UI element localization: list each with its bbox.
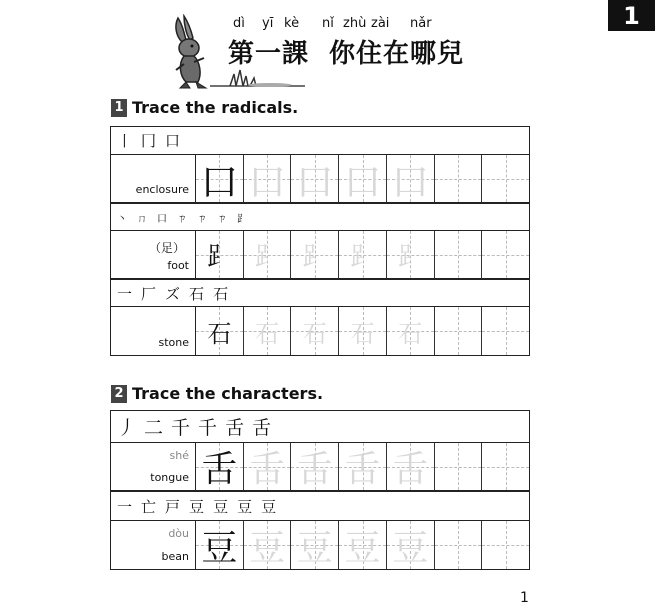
- trace-cell: 舌: [291, 443, 339, 490]
- meaning-label: bean: [161, 550, 189, 563]
- stroke-step: 口: [157, 213, 167, 225]
- label-cell: [111, 521, 196, 569]
- trace-cell: 豆: [244, 521, 292, 569]
- model-character-cell: ⻊: [196, 231, 244, 278]
- section-1-heading: [111, 98, 298, 117]
- meaning-label: stone: [158, 336, 189, 349]
- stroke-order-row: [111, 411, 529, 443]
- trace-cell: 口: [291, 155, 339, 202]
- stroke-order-row: [111, 279, 529, 307]
- model-character-cell: 舌: [196, 443, 244, 490]
- trace-cell: ⻊: [244, 231, 292, 278]
- trace-cell: 豆: [291, 521, 339, 569]
- stroke-step: 丿: [117, 417, 137, 439]
- practice-row: [111, 521, 529, 569]
- trace-cell: 石: [244, 307, 292, 355]
- stroke-step: 石: [213, 284, 229, 303]
- trace-cell: ⻊: [387, 231, 435, 278]
- trace-cell: 口: [339, 155, 387, 202]
- empty-practice-cell: [435, 307, 483, 355]
- section-2-heading: [111, 384, 323, 403]
- stroke-step: 豆: [237, 497, 253, 516]
- stroke-step: 舌: [252, 417, 272, 439]
- empty-practice-cell: [482, 155, 529, 202]
- label-cell: [111, 443, 196, 490]
- stroke-step: 戸: [165, 497, 181, 516]
- empty-practice-cell: [435, 155, 483, 202]
- trace-cell: 舌: [339, 443, 387, 490]
- chapter-badge: 1: [608, 0, 655, 31]
- stroke-step: 厂: [141, 284, 157, 303]
- stroke-order-row: [111, 203, 529, 231]
- section-number: 1: [111, 99, 127, 117]
- pinyin-syllable: dì: [233, 16, 245, 31]
- meaning-label: enclosure: [135, 183, 189, 196]
- stroke-step: 一: [117, 284, 133, 303]
- lesson-number-title: 第一課: [228, 39, 310, 69]
- trace-cell: 石: [387, 307, 435, 355]
- lesson-name-title: 你住在哪兒: [329, 39, 465, 69]
- stroke-step: ズ: [165, 284, 181, 303]
- meaning-label: foot: [167, 259, 189, 272]
- pinyin-label: dòu: [168, 527, 189, 540]
- empty-practice-cell: [435, 521, 483, 569]
- character-practice-grid: [110, 410, 530, 570]
- stroke-step: 丶: [117, 213, 127, 225]
- empty-practice-cell: [482, 521, 529, 569]
- section-title: Trace the radicals.: [132, 98, 299, 117]
- stroke-step: 冂: [141, 132, 157, 150]
- label-cell: [111, 307, 196, 355]
- radical-full-form: （足）: [148, 241, 185, 255]
- stroke-step: 豆: [261, 497, 277, 516]
- trace-cell: 口: [387, 155, 435, 202]
- stroke-step: ⻊: [237, 213, 247, 225]
- pinyin-syllable: zhù: [343, 16, 367, 31]
- pinyin-label: shé: [169, 449, 189, 462]
- pinyin-syllable: kè: [284, 16, 300, 31]
- practice-row: [111, 307, 529, 355]
- trace-cell: 豆: [387, 521, 435, 569]
- stroke-step: 丨: [117, 132, 133, 150]
- practice-row: [111, 155, 529, 203]
- empty-practice-cell: [435, 231, 483, 278]
- trace-cell: 石: [339, 307, 387, 355]
- trace-cell: 舌: [387, 443, 435, 490]
- stroke-step: ㄗ: [177, 213, 187, 225]
- label-cell: [111, 155, 196, 202]
- trace-cell: 口: [244, 155, 292, 202]
- trace-cell: 舌: [244, 443, 292, 490]
- stroke-step: 亡: [141, 497, 157, 516]
- pinyin-syllable: nǎr: [410, 16, 432, 31]
- trace-cell: 石: [291, 307, 339, 355]
- stroke-step: 千: [198, 417, 218, 439]
- stroke-step: ㄗ: [217, 213, 227, 225]
- practice-row: [111, 443, 529, 491]
- practice-row: [111, 231, 529, 279]
- model-character-cell: 石: [196, 307, 244, 355]
- stroke-step: 豆: [189, 497, 205, 516]
- pinyin-syllable: zài: [371, 16, 390, 31]
- page-number: 1: [520, 590, 529, 606]
- stroke-step: ㄇ: [137, 213, 147, 225]
- stroke-step: ㄗ: [197, 213, 207, 225]
- trace-cell: ⻊: [291, 231, 339, 278]
- section-number: 2: [111, 385, 127, 403]
- empty-practice-cell: [482, 231, 529, 278]
- lesson-title-pinyin: [0, 16, 655, 34]
- stroke-step: 豆: [213, 497, 229, 516]
- trace-cell: 豆: [339, 521, 387, 569]
- empty-practice-cell: [482, 443, 529, 490]
- empty-practice-cell: [482, 307, 529, 355]
- trace-cell: ⻊: [339, 231, 387, 278]
- empty-practice-cell: [435, 443, 483, 490]
- stroke-step: 一: [117, 497, 133, 516]
- stroke-step: 舌: [225, 417, 245, 439]
- pinyin-syllable: nǐ: [322, 16, 334, 31]
- stroke-step: 口: [165, 132, 181, 150]
- model-character-cell: 口: [196, 155, 244, 202]
- label-cell: [111, 231, 196, 278]
- stroke-step: 二: [144, 417, 164, 439]
- meaning-label: tongue: [150, 471, 189, 484]
- model-character-cell: 豆: [196, 521, 244, 569]
- stroke-order-row: [111, 491, 529, 521]
- lesson-title: [228, 33, 464, 70]
- section-title: Trace the characters.: [132, 384, 324, 403]
- stroke-step: 石: [189, 284, 205, 303]
- radical-practice-grid: [110, 126, 530, 356]
- pinyin-syllable: yī: [262, 16, 274, 31]
- stroke-step: 千: [171, 417, 191, 439]
